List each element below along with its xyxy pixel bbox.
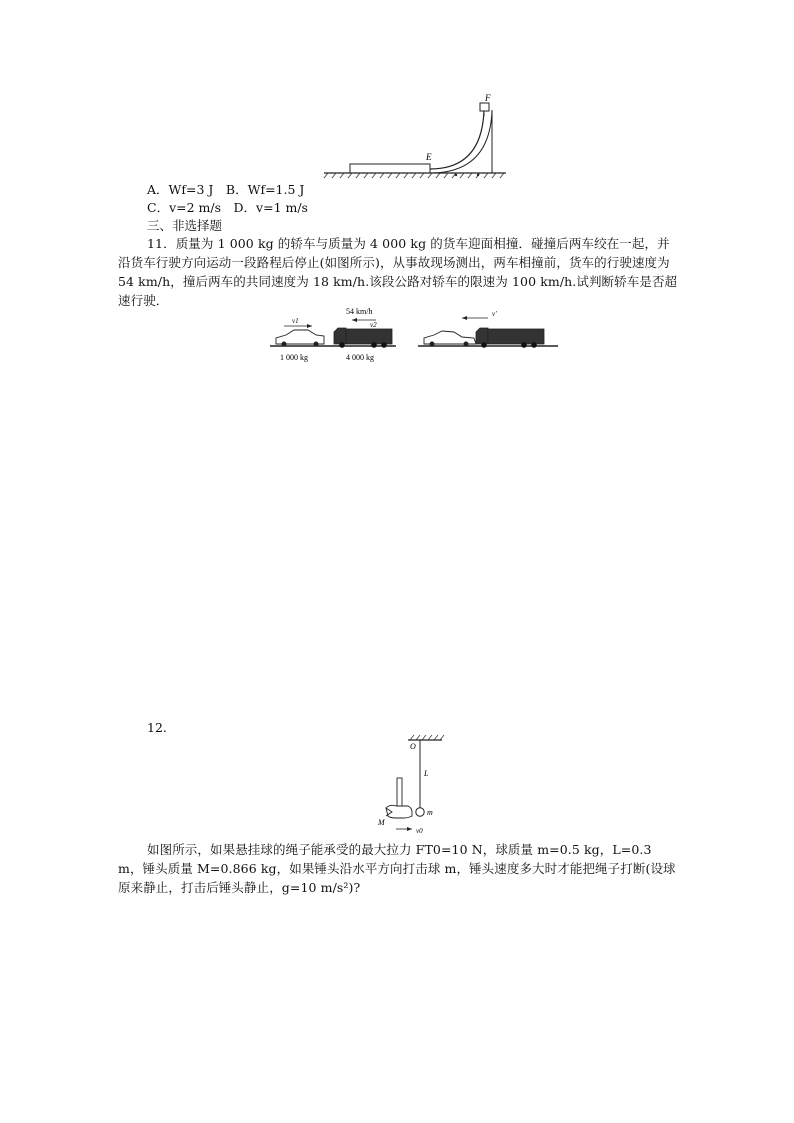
ramp-figure — [320, 92, 510, 182]
label-m: m — [427, 808, 433, 817]
collision-figure — [266, 302, 562, 368]
vprime-label: v′ — [492, 310, 497, 318]
v1-label: v1 — [292, 317, 299, 325]
label-L: L — [424, 769, 429, 778]
options-row-2: C．v=2 m/s D．v=1 m/s — [147, 200, 308, 215]
label-F: F — [485, 93, 491, 103]
truck-icon — [334, 328, 346, 344]
question-12-number: 12. — [147, 720, 167, 735]
speed-label: 54 km/h — [346, 307, 373, 316]
question-11-text: 11．质量为 1 000 kg 的轿车与质量为 4 000 kg 的货车迎面相撞．碰撞后两车绞在一起，并沿货车行驶方向运动一段路程后停止(如图所示)，从事故现场测出，两车相撞前，货车的行驶速度为 54 km/h，撞后两车的共同速度为 18 km/h.该段公路对轿车的限速为 100 km/h.试判断轿车是否超速行驶． — [118, 236, 678, 308]
section-heading: 三、非选择题 — [147, 218, 223, 233]
options-row-1: A．Wf=3 J B．Wf=1.5 J — [147, 182, 305, 197]
label-M: M — [378, 818, 385, 827]
question-12-text: 如图所示，如果悬挂球的绳子能承受的最大拉力 FT0=10 N，球质量 m=0.5 kg，L=0.3 m，锤头质量 M=0.866 kg，如果锤头沿水平方向打击球 m，锤头速度多大时才能把绳子打断(设球原来静止，打击后锤头静止，g=10 m/s²)? — [118, 842, 676, 895]
hammer-icon — [386, 805, 412, 818]
label-O: O — [410, 742, 416, 751]
mass-car-label: 1 000 kg — [280, 353, 308, 362]
pendulum-figure — [372, 732, 452, 838]
label-v0: v0 — [416, 827, 423, 835]
mass-truck-label: 4 000 kg — [346, 353, 374, 362]
v2-label: v2 — [370, 321, 377, 329]
label-E: E — [426, 152, 432, 162]
